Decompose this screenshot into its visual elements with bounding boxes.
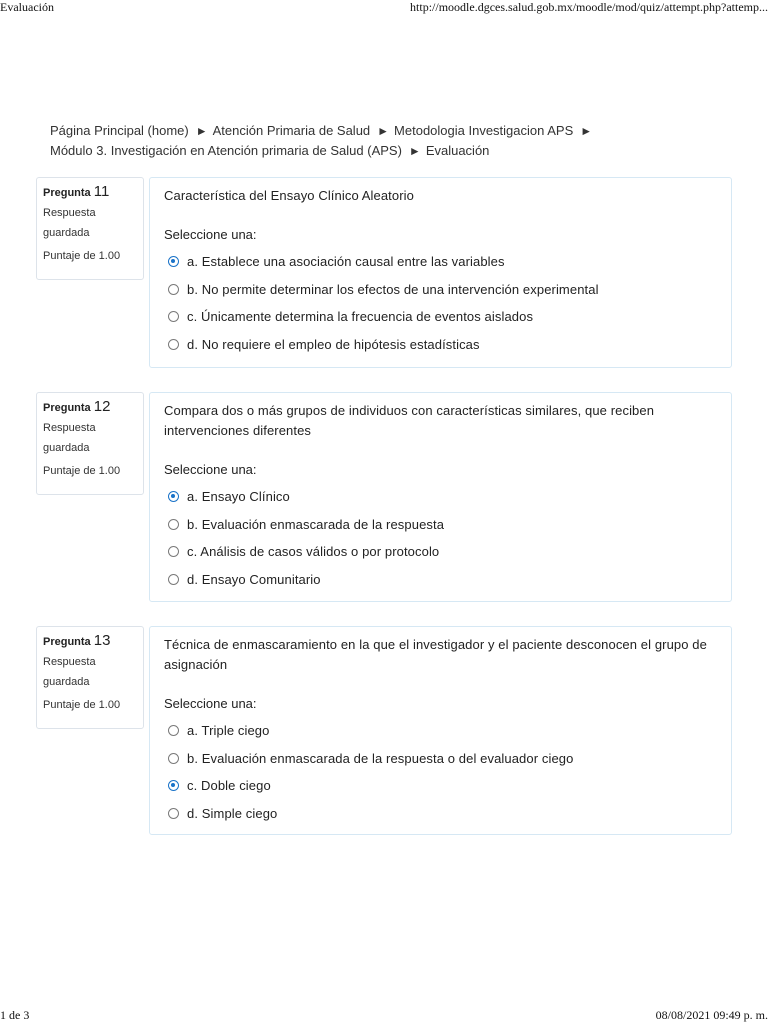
question-state-line2: guardada xyxy=(43,442,90,454)
answer-option-label: b. Evaluación enmascarada de la respuesta xyxy=(187,516,445,532)
question-state-line1: Respuesta xyxy=(43,207,96,219)
radio-unchecked-icon[interactable] xyxy=(168,546,179,557)
question-label: Pregunta xyxy=(43,187,91,199)
radio-checked-icon[interactable] xyxy=(168,780,179,791)
answer-option-label: c. Únicamente determina la frecuencia de eventos aislados xyxy=(187,309,534,325)
question-state-line1: Respuesta xyxy=(43,422,96,434)
breadcrumb-module-link[interactable]: Módulo 3. Investigación en Atención primaria de Salud (APS) xyxy=(50,143,402,158)
breadcrumb-separator-icon: ► xyxy=(195,124,208,138)
question-grade: Puntaje de 1.00 xyxy=(43,465,121,477)
breadcrumb-course-category-link[interactable]: Atención Primaria de Salud xyxy=(212,123,371,138)
answer-options xyxy=(164,717,717,827)
answer-option-a[interactable] xyxy=(164,717,717,745)
answer-option-label: c. Análisis de casos válidos o por protocolo xyxy=(187,544,440,560)
question-title xyxy=(43,184,137,201)
radio-unchecked-icon[interactable] xyxy=(168,519,179,530)
question-title xyxy=(43,399,137,416)
question-prompt: Seleccione una: xyxy=(164,227,257,242)
question-state-line2: guardada xyxy=(43,227,90,239)
print-footer xyxy=(0,1008,768,1024)
answer-option-a[interactable] xyxy=(164,483,717,511)
answer-option-label: a. Establece una asociación causal entre las variables xyxy=(187,254,505,270)
breadcrumb-quiz-link[interactable]: Evaluación xyxy=(425,143,490,158)
breadcrumb-separator-icon: ► xyxy=(580,124,593,138)
question-info xyxy=(36,626,144,729)
answer-option-label: d. Simple ciego xyxy=(187,805,278,821)
answer-option-label: b. Evaluación enmascarada de la respuesta o del evaluador ciego xyxy=(187,750,574,766)
print-page-url: http://moodle.dgces.salud.gob.mx/moodle/mod/quiz/attempt.php?attemp... xyxy=(410,0,768,14)
answer-option-b[interactable] xyxy=(164,745,717,773)
print-header xyxy=(0,0,768,16)
answer-option-a[interactable] xyxy=(164,248,717,276)
answer-options xyxy=(164,483,717,593)
radio-unchecked-icon[interactable] xyxy=(168,808,179,819)
radio-unchecked-icon[interactable] xyxy=(168,311,179,322)
answer-option-c[interactable] xyxy=(164,772,717,800)
print-page-count: 1 de 3 xyxy=(0,1008,30,1022)
question-info xyxy=(36,177,144,280)
answer-option-c[interactable] xyxy=(164,538,717,566)
question-info xyxy=(36,392,144,495)
breadcrumb-course-link[interactable]: Metodologia Investigacion APS xyxy=(394,123,574,138)
question-content xyxy=(149,392,732,602)
question-prompt: Seleccione una: xyxy=(164,696,257,711)
breadcrumb xyxy=(50,121,690,161)
answer-option-b[interactable] xyxy=(164,511,717,539)
answer-option-label: d. No requiere el empleo de hipótesis estadísticas xyxy=(187,336,480,352)
answer-options xyxy=(164,248,717,358)
answer-option-d[interactable] xyxy=(164,331,717,359)
answer-option-label: a. Triple ciego xyxy=(187,723,270,739)
radio-unchecked-icon[interactable] xyxy=(168,725,179,736)
answer-option-label: b. No permite determinar los efectos de una intervención experimental xyxy=(187,281,599,297)
answer-option-label: a. Ensayo Clínico xyxy=(187,489,290,505)
radio-checked-icon[interactable] xyxy=(168,491,179,502)
question-label: Pregunta xyxy=(43,636,91,648)
radio-checked-icon[interactable] xyxy=(168,256,179,267)
question-grade: Puntaje de 1.00 xyxy=(43,699,121,711)
breadcrumb-separator-icon: ► xyxy=(408,144,421,158)
answer-option-d[interactable] xyxy=(164,800,717,828)
question-label: Pregunta xyxy=(43,402,91,414)
question-state-line2: guardada xyxy=(43,676,90,688)
answer-option-label: c. Doble ciego xyxy=(187,778,271,794)
question-title xyxy=(43,633,137,650)
question-number: 12 xyxy=(93,398,111,415)
radio-unchecked-icon[interactable] xyxy=(168,284,179,295)
question-prompt: Seleccione una: xyxy=(164,462,257,477)
question-content xyxy=(149,177,732,368)
breadcrumb-separator-icon: ► xyxy=(377,124,390,138)
question-text: Compara dos o más grupos de individuos con características similares, que reciben intervenciones diferentes xyxy=(164,403,655,438)
answer-option-c[interactable] xyxy=(164,303,717,331)
question-grade: Puntaje de 1.00 xyxy=(43,250,121,262)
print-page-title: Evaluación xyxy=(0,0,54,14)
radio-unchecked-icon[interactable] xyxy=(168,574,179,585)
question-state xyxy=(43,652,137,692)
question-content xyxy=(149,626,732,835)
answer-option-label: d. Ensayo Comunitario xyxy=(187,571,321,587)
question-number: 13 xyxy=(93,632,111,649)
question-number: 11 xyxy=(93,183,110,200)
question-text: Característica del Ensayo Clínico Aleatorio xyxy=(164,188,414,203)
question-state xyxy=(43,418,137,458)
answer-option-d[interactable] xyxy=(164,566,717,594)
question-text: Técnica de enmascaramiento en la que el investigador y el paciente desconocen el grupo de asignación xyxy=(164,637,707,672)
question-state xyxy=(43,203,137,243)
radio-unchecked-icon[interactable] xyxy=(168,339,179,350)
question-state-line1: Respuesta xyxy=(43,656,96,668)
radio-unchecked-icon[interactable] xyxy=(168,753,179,764)
breadcrumb-home-link[interactable]: Página Principal (home) xyxy=(50,123,189,138)
print-datetime: 08/08/2021 09:49 p. m. xyxy=(655,1008,768,1022)
answer-option-b[interactable] xyxy=(164,276,717,304)
